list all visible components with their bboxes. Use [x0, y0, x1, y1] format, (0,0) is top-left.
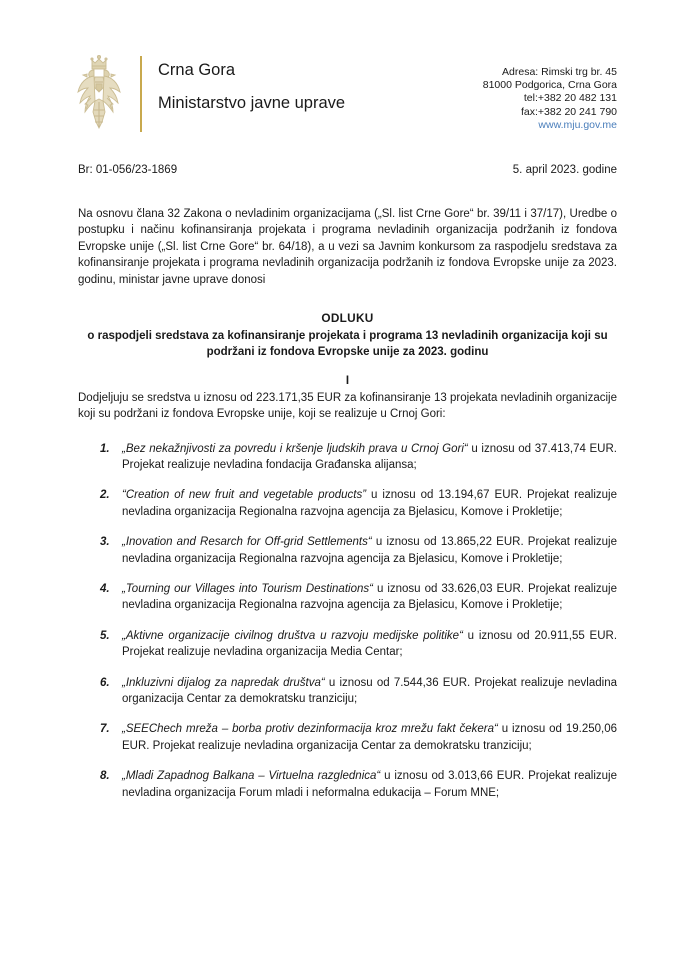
- brand-text: [158, 52, 345, 138]
- award-details: u iznosu od 7.544,36 EUR. Projekat realizuje nevladina organizacija Centar za demokratsku tranziciju;: [122, 676, 617, 706]
- decision-title-block: [78, 310, 617, 360]
- reference-row: [78, 162, 617, 178]
- award-project-title: „Bez nekažnjivosti za povredu i kršenje ljudskih prava u Crnoj Gori“: [122, 442, 468, 455]
- intro-paragraph: Na osnovu člana 32 Zakona o nevladinim organizacijama („Sl. list Crne Gore“ br. 39/11 i 37/17), Uredbe o postupku i načinu kofinansiranja projekata i programa nevladinih organizacija podržanih iz fondova Evropske unije („Sl. list Crne Gore“ br. 64/18), a u vezi sa Javnim konkursom za raspodjelu sredstava za kofinansiranje projekata i programa nevladinih organizacija podržanih iz fondova Evropske unije za 2023. godinu, ministar javne uprave donosi: [78, 208, 617, 286]
- letterhead: [0, 52, 679, 138]
- document-number: Br: 01-056/23-1869: [78, 164, 178, 176]
- contact-address: Adresa: Rimski trg br. 45: [502, 66, 617, 78]
- document-body: [78, 206, 617, 815]
- award-details: u iznosu od 13.865,22 EUR. Projekat realizuje nevladina organizacija Regionalna razvojna agencija za Bjelasicu, Komove i Prokletije;: [122, 536, 617, 565]
- contact-city: 81000 Podgorica, Crna Gora: [482, 79, 617, 92]
- award-item: [122, 721, 617, 754]
- section-marker: I: [345, 375, 350, 388]
- contact-fax: fax:+382 20 241 790: [520, 105, 617, 118]
- award-item: [122, 534, 617, 567]
- decision-subtitle: o raspodjeli sredstava za kofinansiranje projekata i programa 13 nevladinih organizacija koji su podržani iz fondova Evropske unije za 2023. godinu: [87, 329, 608, 358]
- award-project-title: „Inkluzivni dijalog za napredak društva“: [122, 676, 325, 689]
- awards-list: [78, 441, 617, 802]
- award-details: u iznosu od 3.013,66 EUR. Projekat realizuje nevladina organizacija Forum mladi i neformalna edukacija – Forum MNE;: [122, 770, 617, 799]
- contact-block: [483, 52, 617, 132]
- montenegro-coat-of-arms-icon: [72, 52, 126, 138]
- brand-block: [72, 52, 345, 138]
- award-project-title: „Tourning our Villages into Tourism Destinations“: [122, 583, 373, 595]
- country-name: Crna Gora: [158, 61, 236, 79]
- decision-title: ODLUKU: [321, 311, 374, 326]
- contact-website-link[interactable]: www.mju.gov.me: [538, 118, 617, 131]
- contact-tel: tel:+382 20 482 131: [523, 92, 617, 105]
- award-project-title: “Creation of new fruit and vegetable products”: [122, 489, 367, 502]
- award-project-title: „Mladi Zapadnog Balkana – Virtuelna razglednica“: [122, 770, 381, 783]
- award-details: u iznosu od 13.194,67 EUR. Projekat realizuje nevladina organizacija Regionalna razvojna agencija za Bjelasicu, Komove i Prokletije;: [122, 489, 617, 518]
- award-details: u iznosu od 37.413,74 EUR. Projekat realizuje nevladina fondacija Građanska alijansa;: [122, 442, 617, 471]
- letterhead-divider: [140, 56, 142, 132]
- award-details: u iznosu od 33.626,03 EUR. Projekat realizuje nevladina organizacija Regionalna razvojna agencija za Bjelasicu, Komove i Prokletije;: [122, 583, 617, 612]
- award-item: [122, 581, 617, 614]
- award-item: [122, 628, 617, 661]
- award-details: u iznosu od 20.911,55 EUR. Projekat realizuje nevladina organizacija Media Centar;: [122, 629, 618, 659]
- award-item: [122, 768, 617, 801]
- ministry-name: Ministarstvo javne uprave: [158, 94, 346, 112]
- award-project-title: „Inovation and Resarch for Off-grid Settlements“: [122, 536, 372, 549]
- award-project-title: „SEEChech mreža – borba protiv dezinformacija kroz mrežu fakt čekera“: [122, 723, 498, 736]
- award-item: [122, 441, 617, 474]
- award-item: [122, 487, 617, 520]
- document-date: 5. april 2023. godine: [512, 164, 617, 176]
- award-project-title: „Aktivne organizacije civilnog društva u razvoju medijske politike“: [122, 629, 463, 642]
- section-lead-paragraph: Dodjeljuju se sredstva u iznosu od 223.171,35 EUR za kofinansiranje 13 projekata nevladinih organizacije koji su podržani iz fondova Evropske unije, koji se realizuje u Crnoj Gori:: [78, 391, 617, 421]
- award-item: [122, 675, 617, 708]
- award-details: u iznosu od 19.250,06 EUR. Projekat realizuje nevladina organizacija Centar za demokratsku tranziciju;: [122, 723, 617, 752]
